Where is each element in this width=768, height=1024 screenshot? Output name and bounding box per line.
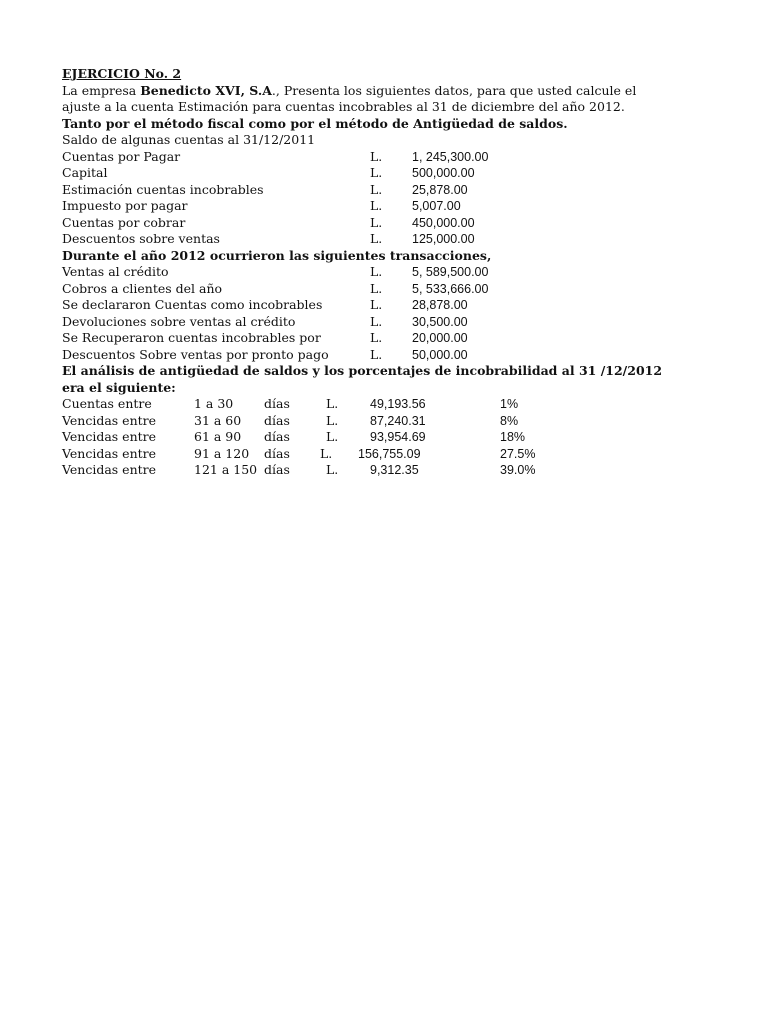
balance-currency: L. bbox=[370, 198, 383, 213]
aging-table bbox=[62, 396, 722, 479]
balance-label: Cuentas por cobrar bbox=[62, 214, 186, 230]
aging-range: 61 a 90 bbox=[194, 429, 242, 444]
exercise-title: EJERCICIO No. 2 bbox=[62, 66, 182, 81]
aging-percent: 18% bbox=[500, 430, 526, 444]
transaction-row bbox=[62, 281, 722, 298]
aging-currency: L. bbox=[326, 412, 339, 428]
balance-label: Cuentas por Pagar bbox=[62, 148, 181, 164]
transaction-amount: 5, 533,666.00 bbox=[412, 281, 489, 296]
aging-label: Vencidas entre bbox=[62, 412, 157, 428]
transaction-label: Ventas al crédito bbox=[62, 264, 169, 279]
aging-percent: 8% bbox=[500, 413, 519, 428]
transaction-label: Devoluciones sobre ventas al crédito bbox=[62, 313, 296, 329]
balance-label: Estimación cuentas incobrables bbox=[62, 181, 264, 197]
balance-amount: 125,000.00 bbox=[412, 232, 475, 246]
balance-amount: 450,000.00 bbox=[412, 215, 475, 230]
aging-heading-line-1: El análisis de antigüedad de saldos y los porcentajes de incobrabilidad al 31 /12/2012 bbox=[62, 363, 663, 378]
transaction-currency: L. bbox=[370, 346, 383, 362]
transaction-currency: L. bbox=[370, 297, 383, 312]
balance-row bbox=[62, 165, 722, 182]
aging-range: 1 a 30 bbox=[194, 396, 234, 411]
transaction-amount: 5, 589,500.00 bbox=[412, 265, 489, 279]
aging-unit: días bbox=[264, 445, 290, 461]
aging-amount: 156,755.09 bbox=[358, 446, 421, 461]
document-body bbox=[62, 66, 722, 479]
aging-amount: 93,954.69 bbox=[370, 430, 426, 444]
transaction-currency: L. bbox=[370, 313, 383, 329]
aging-unit: días bbox=[264, 462, 290, 477]
balance-label: Impuesto por pagar bbox=[62, 198, 188, 213]
balance-label: Capital bbox=[62, 165, 108, 180]
balance-amount: 5,007.00 bbox=[412, 199, 461, 213]
aging-label: Vencidas entre bbox=[62, 445, 157, 461]
aging-amount: 49,193.56 bbox=[370, 397, 426, 411]
aging-unit: días bbox=[264, 412, 290, 428]
balances-list bbox=[62, 149, 722, 248]
transaction-row bbox=[62, 330, 722, 347]
aging-percent: 39.0% bbox=[500, 463, 536, 477]
balance-row bbox=[62, 198, 722, 215]
aging-amount: 87,240.31 bbox=[370, 413, 426, 428]
transaction-amount: 20,000.00 bbox=[412, 331, 468, 345]
aging-row bbox=[62, 396, 722, 413]
aging-range: 91 a 120 bbox=[194, 445, 250, 461]
aging-label: Vencidas entre bbox=[62, 462, 157, 477]
aging-currency: L. bbox=[326, 429, 339, 444]
intro-line-1 bbox=[62, 83, 722, 100]
aging-label: Vencidas entre bbox=[62, 429, 157, 444]
aging-label: Cuentas entre bbox=[62, 396, 152, 411]
transaction-label: Se Recuperaron cuentas incobrables por bbox=[62, 330, 321, 345]
transactions-list bbox=[62, 264, 722, 363]
transaction-row bbox=[62, 347, 722, 364]
aging-row bbox=[62, 446, 722, 463]
transaction-currency: L. bbox=[370, 280, 383, 296]
balances-heading: Saldo de algunas cuentas al 31/12/2011 bbox=[62, 132, 316, 147]
aging-heading-line-2: era el siguiente: bbox=[62, 379, 176, 395]
transaction-currency: L. bbox=[370, 264, 383, 279]
aging-currency: L. bbox=[320, 445, 333, 461]
balance-amount: 500,000.00 bbox=[412, 166, 475, 180]
intro-text-start: La empresa bbox=[62, 82, 141, 98]
balance-currency: L. bbox=[370, 165, 383, 180]
transaction-row bbox=[62, 297, 722, 314]
aging-unit: días bbox=[264, 429, 290, 444]
aging-range: 121 a 150 bbox=[194, 462, 258, 477]
intro-text-end: ., Presenta los siguientes datos, para que usted calcule el bbox=[271, 82, 637, 98]
balance-amount: 25,878.00 bbox=[412, 182, 468, 197]
transaction-amount: 50,000.00 bbox=[412, 347, 468, 362]
aging-row bbox=[62, 429, 722, 446]
aging-range: 31 a 60 bbox=[194, 412, 242, 428]
balance-amount: 1, 245,300.00 bbox=[412, 149, 489, 164]
aging-row bbox=[62, 413, 722, 430]
balance-row bbox=[62, 149, 722, 166]
transaction-amount: 28,878.00 bbox=[412, 298, 468, 312]
balance-currency: L. bbox=[370, 148, 383, 164]
aging-percent: 27.5% bbox=[500, 446, 536, 461]
balance-label: Descuentos sobre ventas bbox=[62, 231, 220, 246]
transaction-label: Cobros a clientes del año bbox=[62, 280, 223, 296]
transaction-label: Se declararon Cuentas como incobrables bbox=[62, 297, 323, 312]
transaction-currency: L. bbox=[370, 330, 383, 345]
aging-row bbox=[62, 462, 722, 479]
balance-currency: L. bbox=[370, 214, 383, 230]
transactions-heading: Durante el año 2012 ocurrieron las siguientes transacciones, bbox=[62, 247, 492, 263]
company-name: Benedicto XVI, S.A bbox=[140, 82, 272, 98]
balance-row bbox=[62, 182, 722, 199]
balance-currency: L. bbox=[370, 181, 383, 197]
balance-row bbox=[62, 215, 722, 232]
balance-row bbox=[62, 231, 722, 248]
aging-currency: L. bbox=[326, 462, 339, 477]
transaction-amount: 30,500.00 bbox=[412, 314, 468, 329]
aging-unit: días bbox=[264, 396, 290, 411]
aging-currency: L. bbox=[326, 396, 339, 411]
intro-line-2: ajuste a la cuenta Estimación para cuentas incobrables al 31 de diciembre del año 2012. bbox=[62, 99, 625, 114]
transaction-row bbox=[62, 264, 722, 281]
aging-amount: 9,312.35 bbox=[370, 463, 419, 477]
aging-percent: 1% bbox=[500, 397, 519, 411]
transaction-label: Descuentos Sobre ventas por pronto pago bbox=[62, 346, 329, 362]
balance-currency: L. bbox=[370, 231, 383, 246]
transaction-row bbox=[62, 314, 722, 331]
method-heading: Tanto por el método fiscal como por el método de Antigüedad de saldos. bbox=[62, 115, 568, 131]
